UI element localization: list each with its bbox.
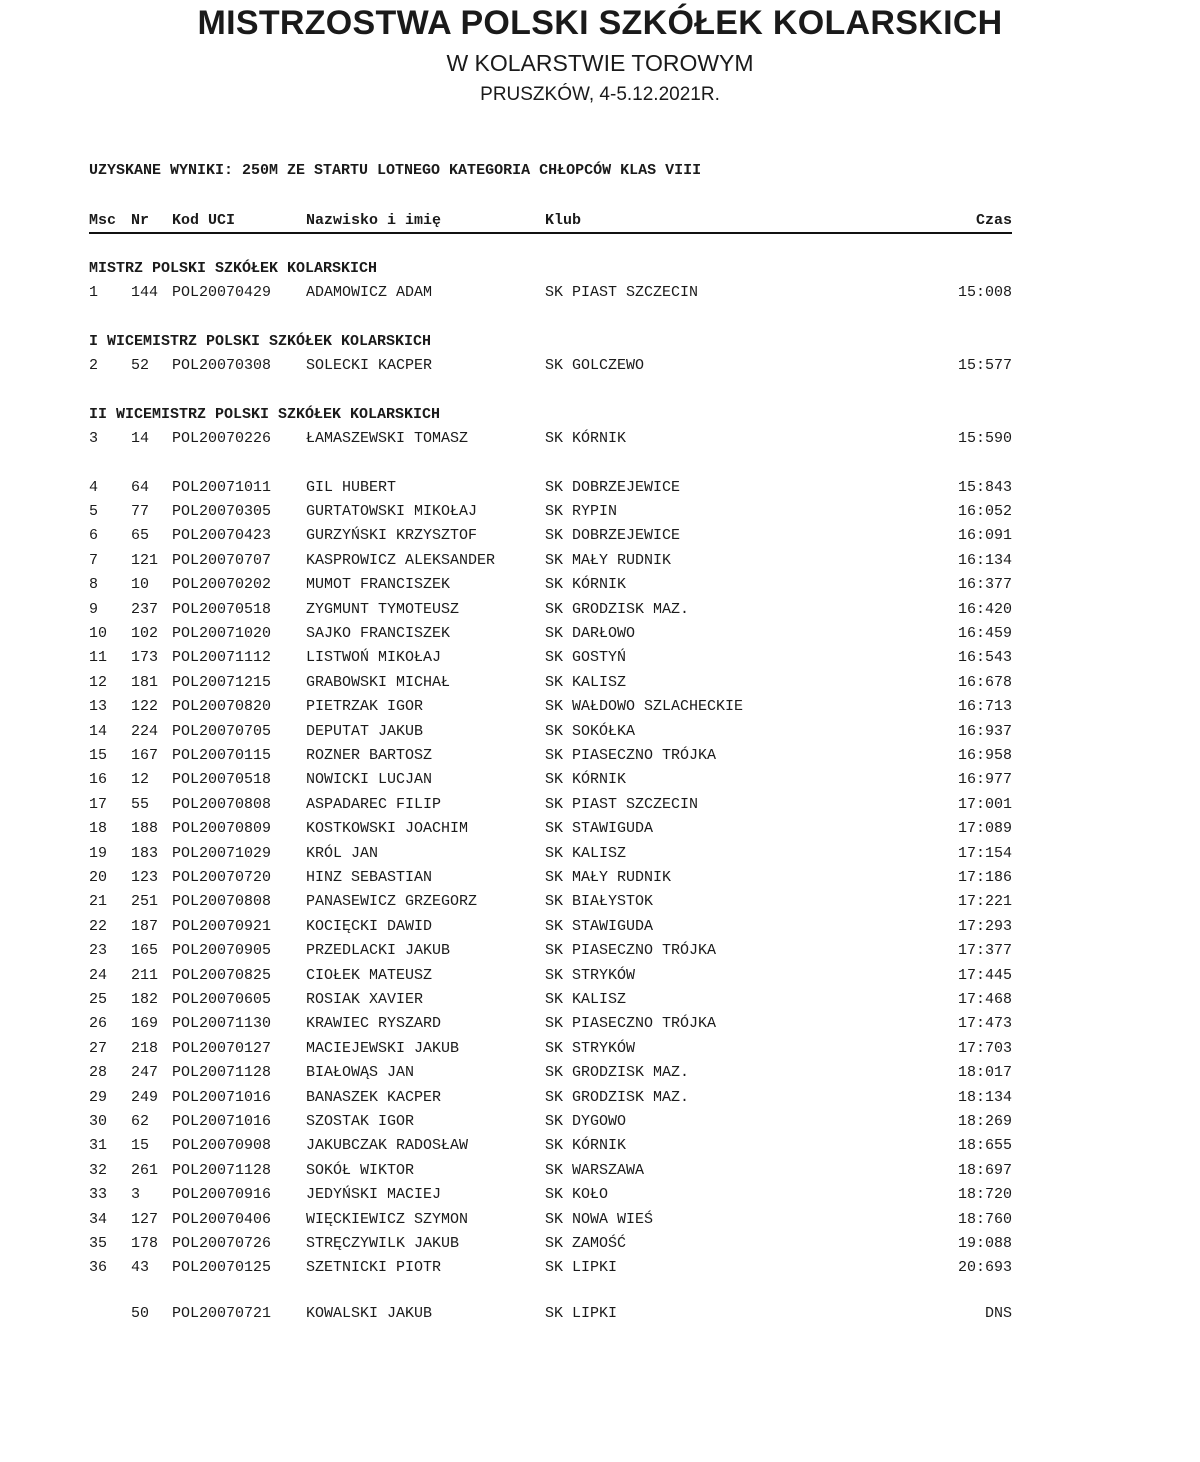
cell-time: 18:017 [957,1064,1012,1082]
cell-name: KRAWIEC RYSZARD [306,1015,442,1033]
cell-nr: 43 [131,1259,150,1277]
cell-nr: 237 [131,600,159,618]
cell-name: ZYGMUNT TYMOTEUSZ [306,600,460,618]
cell-uci: POL20070226 [172,430,272,447]
document-title: MISTRZOSTWA POLSKI SZKÓŁEK KOLARSKICH [197,4,1003,42]
cell-time: 16:958 [957,746,1012,764]
cell-name: MACIEJEWSKI JAKUB [306,1039,460,1057]
cell-nr: 251 [131,893,159,911]
cell-club: SK KÓRNIK [545,1137,627,1155]
cell-club: SK STRYKÓW [545,966,636,984]
cell-uci: POL20071029 [172,844,272,862]
cell-time: 16:091 [957,527,1012,545]
cell-msc: 30 [89,1112,108,1130]
cell-uci: POL20071016 [172,1088,272,1106]
cell-msc: 17 [89,795,108,813]
cell-uci: POL20070908 [172,1137,272,1155]
cell-uci: POL20070406 [172,1210,272,1228]
cell-time: 16:377 [957,576,1012,594]
cell-uci: POL20070518 [172,771,272,789]
cell-msc: 31 [89,1137,108,1155]
cell-club: SK STAWIGUDA [545,820,654,838]
cell-uci: POL20070809 [172,820,272,838]
cell-uci: POL20070825 [172,966,272,984]
table-row [89,430,1012,450]
results-category-title: UZYSKANE WYNIKI: 250M ZE STARTU LOTNEGO KATEGORIA CHŁOPCÓW KLAS VIII [89,162,702,179]
cell-club: SK DOBRZEJEWICE [545,478,681,496]
cell-name: PIETRZAK IGOR [306,698,424,716]
cell-club: SK KÓRNIK [545,771,627,789]
cell-msc: 14 [89,722,108,740]
cell-club: SK KALISZ [545,990,627,1008]
cell-club: SK BIAŁYSTOK [545,893,654,911]
cell-time: 17:473 [957,1015,1012,1033]
cell-time: 16:937 [957,722,1012,740]
cell-uci: POL20070125 [172,1259,272,1277]
cell-name: ASPADAREC FILIP [306,795,442,813]
cell-nr: 52 [131,357,150,374]
cell-nr: 165 [131,942,159,960]
cell-club: SK LIPKI [545,1305,618,1322]
cell-uci: POL20070820 [172,698,272,716]
cell-nr: 169 [131,1015,159,1033]
cell-name: JAKUBCZAK RADOSŁAW [306,1137,469,1155]
cell-name: NOWICKI LUCJAN [306,771,433,789]
table-row [89,747,1012,767]
cell-name: PANASEWICZ GRZEGORZ [306,893,478,911]
table-row [89,1089,1012,1109]
cell-uci: POL20070705 [172,722,272,740]
column-header-row [89,212,1012,234]
cell-msc: 29 [89,1088,108,1106]
cell-club: SK GOLCZEWO [545,357,645,374]
cell-time: 16:543 [957,649,1012,667]
table-row [89,723,1012,743]
cell-uci: POL20070720 [172,868,272,886]
cell-club: SK DYGOWO [545,1112,627,1130]
cell-club: SK RYPIN [545,502,618,520]
table-row [89,771,1012,791]
table-row [89,845,1012,865]
cell-name: KRÓL JAN [306,844,379,862]
cell-club: SK ZAMOŚĆ [545,1234,627,1252]
cell-club: SK PIAST SZCZECIN [545,284,699,301]
col-nr-header: Nr [131,212,150,229]
cell-club: SK DOBRZEJEWICE [545,527,681,545]
cell-name: KOWALSKI JAKUB [306,1305,433,1322]
cell-time: 16:713 [957,698,1012,716]
table-row [89,357,1012,377]
cell-name: HINZ SEBASTIAN [306,868,433,886]
cell-club: SK PIASECZNO TRÓJKA [545,746,717,764]
cell-msc: 7 [89,551,99,569]
cell-name: BIAŁOWĄS JAN [306,1064,415,1082]
cell-club: SK KALISZ [545,673,627,691]
cell-msc: 9 [89,600,99,618]
cell-time: 16:678 [957,673,1012,691]
cell-time: 18:760 [957,1210,1012,1228]
cell-nr: 167 [131,746,159,764]
cell-msc: 33 [89,1186,108,1204]
cell-name: ROSIAK XAVIER [306,990,424,1008]
table-row [89,527,1012,547]
cell-time: 19:088 [957,1234,1012,1252]
cell-time: 18:134 [957,1088,1012,1106]
cell-nr: 77 [131,502,150,520]
table-row [89,576,1012,596]
cell-msc: 27 [89,1039,108,1057]
cell-uci: POL20071215 [172,673,272,691]
cell-name: GRABOWSKI MICHAŁ [306,673,451,691]
cell-uci: POL20071020 [172,624,272,642]
cell-uci: POL20070423 [172,527,272,545]
cell-name: CIOŁEK MATEUSZ [306,966,433,984]
table-row [89,942,1012,962]
table-row [89,1040,1012,1060]
cell-uci: POL20071128 [172,1161,272,1179]
cell-club: SK MAŁY RUDNIK [545,868,672,886]
table-row [89,918,1012,938]
cell-nr: 102 [131,624,159,642]
cell-uci: POL20070202 [172,576,272,594]
cell-name: PRZEDLACKI JAKUB [306,942,451,960]
cell-club: SK KÓRNIK [545,576,627,594]
cell-name: KASPROWICZ ALEKSANDER [306,551,496,569]
cell-uci: POL20070305 [172,502,272,520]
cell-nr: 183 [131,844,159,862]
table-row [89,1235,1012,1255]
cell-nr: 123 [131,868,159,886]
cell-name: GURZYŃSKI KRZYSZTOF [306,527,478,545]
cell-nr: 55 [131,795,150,813]
cell-nr: 247 [131,1064,159,1082]
cell-time: 17:468 [957,990,1012,1008]
cell-msc: 12 [89,673,108,691]
cell-uci: POL20070127 [172,1039,272,1057]
table-row [89,698,1012,718]
cell-club: SK PIASECZNO TRÓJKA [545,942,717,960]
cell-time: 16:459 [957,624,1012,642]
cell-msc: 19 [89,844,108,862]
col-msc-header: Msc [89,212,117,229]
cell-name: GIL HUBERT [306,478,397,496]
cell-name: SOKÓŁ WIKTOR [306,1161,415,1179]
cell-nr: 261 [131,1161,159,1179]
table-row [89,820,1012,840]
cell-nr: 173 [131,649,159,667]
cell-club: SK SOKÓŁKA [545,722,636,740]
cell-time: 15:590 [957,430,1012,447]
cell-time: 17:445 [957,966,1012,984]
cell-club: SK PIAST SZCZECIN [545,795,699,813]
cell-club: SK NOWA WIEŚ [545,1210,654,1228]
cell-uci: POL20070808 [172,795,272,813]
cell-time: 18:655 [957,1137,1012,1155]
cell-nr: 211 [131,966,159,984]
cell-time: 15:008 [957,284,1012,301]
table-row [89,284,1012,304]
table-row [89,479,1012,499]
cell-name: GURTATOWSKI MIKOŁAJ [306,502,478,520]
section-heading-champion: MISTRZ POLSKI SZKÓŁEK KOLARSKICH [89,260,378,277]
cell-time: 20:693 [957,1259,1012,1277]
cell-time: 17:154 [957,844,1012,862]
cell-time: 17:377 [957,942,1012,960]
table-row [89,649,1012,669]
col-uci-header: Kod UCI [172,212,236,229]
section-heading-second-vice: II WICEMISTRZ POLSKI SZKÓŁEK KOLARSKICH [89,406,441,423]
cell-nr: 12 [131,771,150,789]
cell-uci: POL20071128 [172,1064,272,1082]
cell-msc: 5 [89,502,99,520]
cell-nr: 3 [131,1186,141,1204]
table-row [89,967,1012,987]
cell-uci: POL20070721 [172,1305,272,1322]
cell-msc: 15 [89,746,108,764]
cell-name: WIĘCKIEWICZ SZYMON [306,1210,469,1228]
cell-club: SK GRODZISK MAZ. [545,1064,690,1082]
table-row [89,503,1012,523]
cell-time: 18:697 [957,1161,1012,1179]
cell-nr: 122 [131,698,159,716]
table-row [89,1186,1012,1206]
cell-time: 16:134 [957,551,1012,569]
cell-nr: 62 [131,1112,150,1130]
cell-msc: 28 [89,1064,108,1082]
event-date-location: PRUSZKÓW, 4-5.12.2021R. [480,84,720,105]
cell-club: SK KÓRNIK [545,430,627,447]
cell-msc: 34 [89,1210,108,1228]
cell-uci: POL20070429 [172,284,272,301]
table-row [89,991,1012,1011]
cell-nr: 65 [131,527,150,545]
cell-name: STRĘCZYWILK JAKUB [306,1234,460,1252]
cell-name: LISTWOŃ MIKOŁAJ [306,649,442,667]
cell-nr: 121 [131,551,159,569]
cell-uci: POL20070707 [172,551,272,569]
cell-uci: POL20070905 [172,942,272,960]
table-row [89,869,1012,889]
table-row [89,1064,1012,1084]
table-row [89,1015,1012,1035]
cell-name: SOLECKI KACPER [306,357,433,374]
cell-time: DNS [984,1305,1012,1322]
cell-name: MUMOT FRANCISZEK [306,576,451,594]
cell-club: SK GOSTYŃ [545,649,627,667]
cell-club: SK STAWIGUDA [545,917,654,935]
cell-name: ROZNER BARTOSZ [306,746,433,764]
cell-name: SAJKO FRANCISZEK [306,624,451,642]
table-row [89,625,1012,645]
cell-club: SK WAŁDOWO SZLACHECKIE [545,698,744,716]
section-heading-first-vice: I WICEMISTRZ POLSKI SZKÓŁEK KOLARSKICH [89,333,432,350]
cell-msc: 26 [89,1015,108,1033]
cell-msc: 22 [89,917,108,935]
cell-msc: 32 [89,1161,108,1179]
table-row [89,893,1012,913]
cell-uci: POL20070518 [172,600,272,618]
cell-msc: 2 [89,357,99,374]
cell-uci: POL20071016 [172,1112,272,1130]
cell-time: 18:269 [957,1112,1012,1130]
cell-club: SK KOŁO [545,1186,609,1204]
cell-msc: 1 [89,284,99,301]
cell-club: SK PIASECZNO TRÓJKA [545,1015,717,1033]
cell-time: 16:052 [957,502,1012,520]
cell-club: SK MAŁY RUDNIK [545,551,672,569]
cell-time: 17:293 [957,917,1012,935]
cell-club: SK GRODZISK MAZ. [545,1088,690,1106]
cell-msc: 8 [89,576,99,594]
cell-club: SK WARSZAWA [545,1161,645,1179]
table-row [89,1305,1012,1325]
cell-uci: POL20070605 [172,990,272,1008]
cell-nr: 64 [131,478,150,496]
cell-name: SZOSTAK IGOR [306,1112,415,1130]
cell-time: 17:186 [957,868,1012,886]
cell-name: ADAMOWICZ ADAM [306,284,433,301]
cell-msc: 21 [89,893,108,911]
cell-nr: 178 [131,1234,159,1252]
cell-msc: 6 [89,527,99,545]
cell-nr: 15 [131,1137,150,1155]
cell-name: JEDYŃSKI MACIEJ [306,1186,442,1204]
cell-nr: 127 [131,1210,159,1228]
table-row [89,674,1012,694]
cell-time: 17:703 [957,1039,1012,1057]
cell-uci: POL20071112 [172,649,272,667]
cell-msc: 10 [89,624,108,642]
cell-nr: 224 [131,722,159,740]
cell-nr: 249 [131,1088,159,1106]
cell-msc: 24 [89,966,108,984]
cell-msc: 13 [89,698,108,716]
cell-name: KOSTKOWSKI JOACHIM [306,820,469,838]
cell-uci: POL20070808 [172,893,272,911]
cell-time: 15:577 [957,357,1012,374]
cell-club: SK STRYKÓW [545,1039,636,1057]
col-name-header: Nazwisko i imię [306,212,442,229]
cell-name: KOCIĘCKI DAWID [306,917,433,935]
cell-uci: POL20070726 [172,1234,272,1252]
table-row [89,601,1012,621]
cell-msc: 18 [89,820,108,838]
table-row [89,552,1012,572]
cell-msc: 11 [89,649,108,667]
cell-msc: 16 [89,771,108,789]
cell-uci: POL20070921 [172,917,272,935]
cell-club: SK LIPKI [545,1259,618,1277]
cell-nr: 144 [131,284,159,301]
cell-time: 16:977 [957,771,1012,789]
col-time-header: Czas [975,212,1012,229]
table-row [89,1211,1012,1231]
cell-uci: POL20071011 [172,478,272,496]
cell-nr: 188 [131,820,159,838]
table-row [89,1113,1012,1133]
cell-msc: 36 [89,1259,108,1277]
cell-nr: 50 [131,1305,150,1322]
cell-time: 17:221 [957,893,1012,911]
cell-time: 18:720 [957,1186,1012,1204]
cell-nr: 181 [131,673,159,691]
cell-nr: 187 [131,917,159,935]
cell-msc: 20 [89,868,108,886]
cell-club: SK KALISZ [545,844,627,862]
cell-time: 16:420 [957,600,1012,618]
cell-msc: 35 [89,1234,108,1252]
cell-name: SZETNICKI PIOTR [306,1259,442,1277]
table-row [89,1259,1012,1279]
cell-uci: POL20070916 [172,1186,272,1204]
cell-name: DEPUTAT JAKUB [306,722,424,740]
cell-name: BANASZEK KACPER [306,1088,442,1106]
cell-nr: 218 [131,1039,159,1057]
cell-time: 15:843 [957,478,1012,496]
table-row [89,1137,1012,1157]
cell-uci: POL20070115 [172,746,272,764]
cell-msc: 3 [89,430,99,447]
cell-msc: 23 [89,942,108,960]
cell-time: 17:001 [957,795,1012,813]
cell-club: SK DARŁOWO [545,624,636,642]
cell-uci: POL20071130 [172,1015,272,1033]
cell-msc: 25 [89,990,108,1008]
table-row [89,1162,1012,1182]
col-club-header: Klub [545,212,582,229]
cell-msc: 4 [89,478,99,496]
cell-name: ŁAMASZEWSKI TOMASZ [306,430,469,447]
cell-uci: POL20070308 [172,357,272,374]
table-row [89,796,1012,816]
cell-nr: 14 [131,430,150,447]
document-subtitle: W KOLARSTWIE TOROWYM [446,50,754,76]
cell-club: SK GRODZISK MAZ. [545,600,690,618]
cell-time: 17:089 [957,820,1012,838]
cell-nr: 182 [131,990,159,1008]
cell-nr: 10 [131,576,150,594]
